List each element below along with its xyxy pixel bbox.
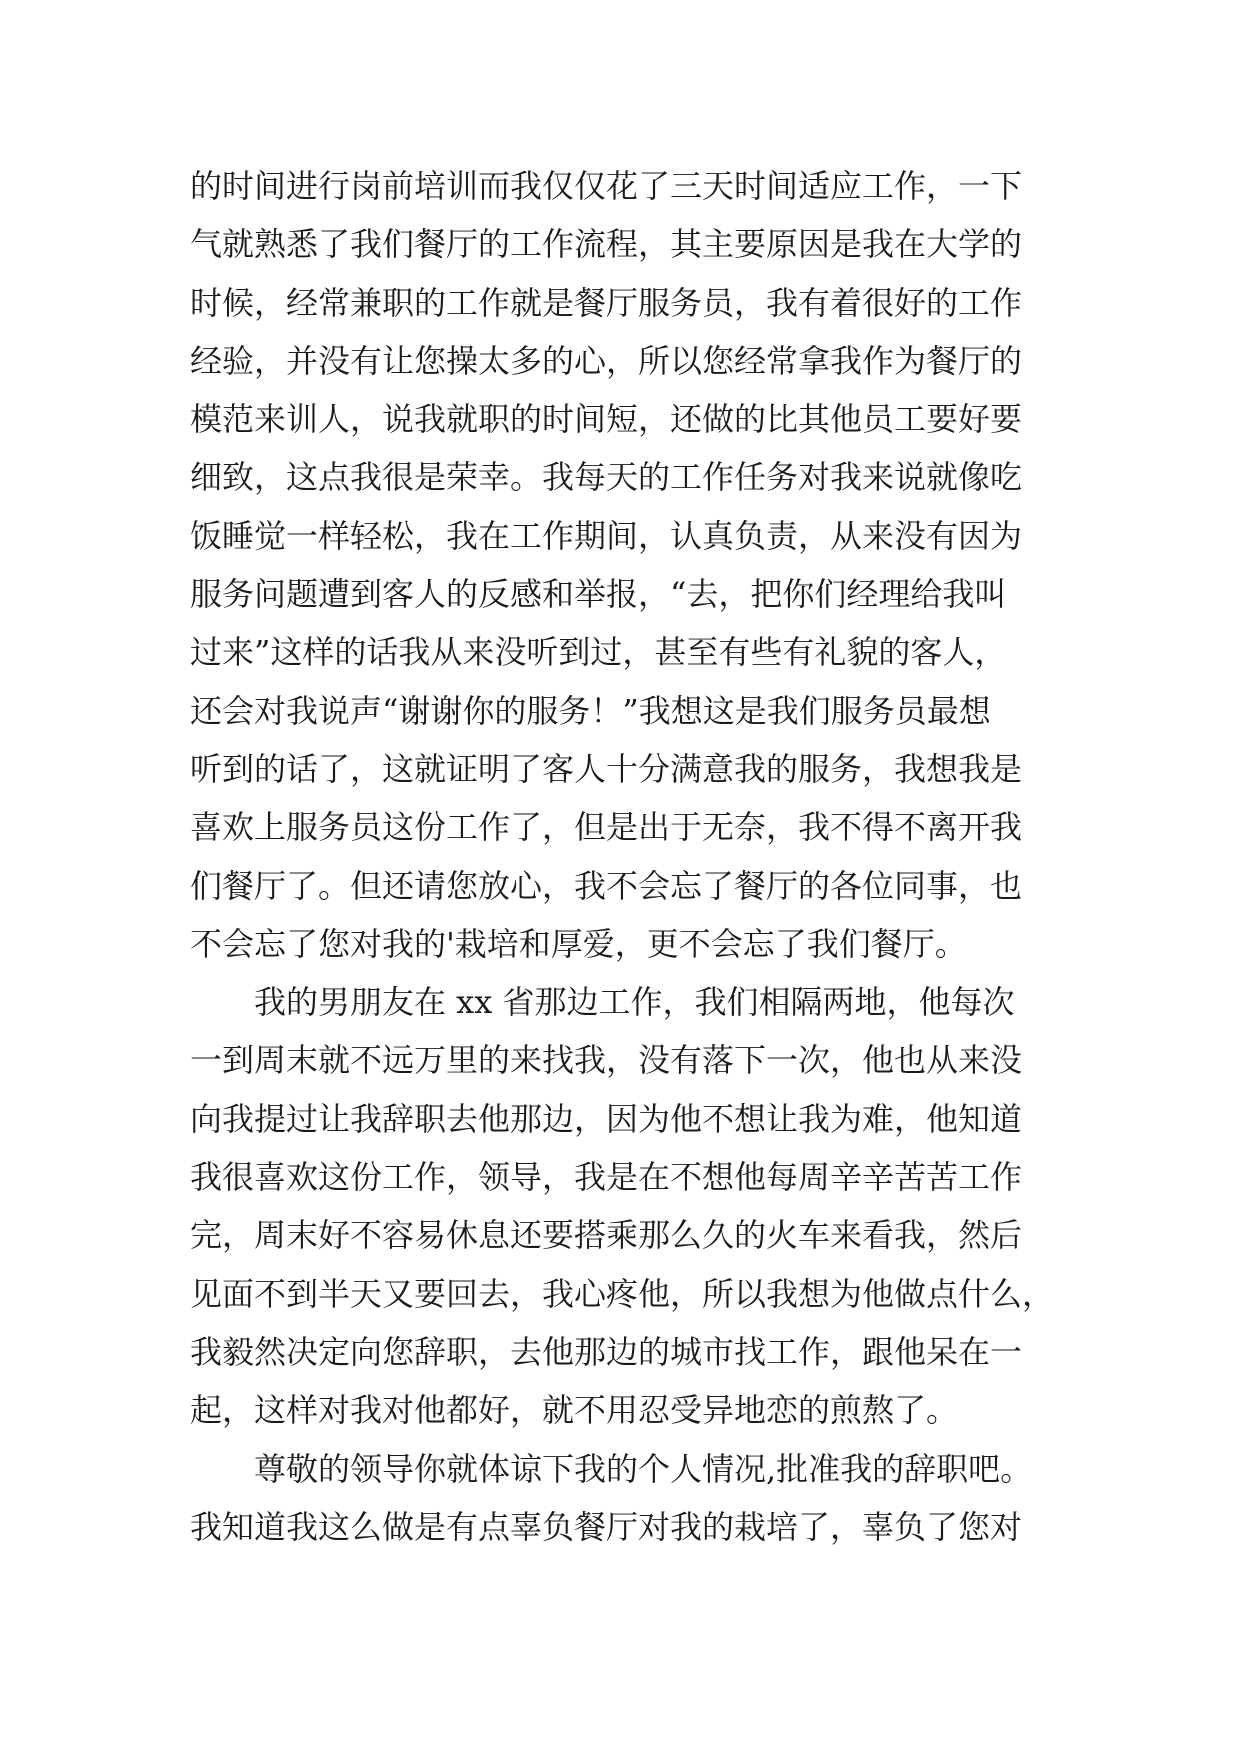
text-line: 模范来训人，说我就职的时间短，还做的比其他员工要好要 (190, 400, 1023, 439)
text-line: 细致，这点我很是荣幸。我每天的工作任务对我来说就像吃 (190, 458, 1023, 497)
text-line: 服务问题遭到客人的反感和举报，“去，把你们经理给我叫 (190, 575, 1007, 614)
text-line: 一到周末就不远万里的来找我，没有落下一次，他也从来没 (190, 1041, 1023, 1080)
paragraph-first-line: 尊敬的领导你就体谅下我的个人情况,批准我的辞职吧。 (254, 1449, 1033, 1488)
text-line: 还会对我说声“谢谢你的服务！”我想这是我们服务员最想 (190, 691, 991, 730)
text-line: 过来”这样的话我从来没听到过，甚至有些有礼貌的客人， (190, 633, 1007, 672)
text-line: 时候，经常兼职的工作就是餐厅服务员，我有着很好的工作 (190, 283, 1023, 322)
text-line: 我知道我这么做是有点辜负餐厅对我的栽培了，辜负了您对 (190, 1507, 1023, 1546)
text-line: 不会忘了您对我的'栽培和厚爱，更不会忘了我们餐厅。 (190, 924, 967, 963)
text-line: 喜欢上服务员这份工作了，但是出于无奈，我不得不离开我 (190, 808, 1023, 847)
text-line: 气就熟悉了我们餐厅的工作流程，其主要原因是我在大学的 (190, 225, 1023, 264)
text-line: 我很喜欢这份工作，领导，我是在不想他每周辛辛苦苦工作 (190, 1158, 1023, 1197)
text-line: 完，周末好不容易休息还要搭乘那么久的火车来看我，然后 (190, 1216, 1023, 1255)
text-line: 见面不到半天又要回去，我心疼他，所以我想为他做点什么， (190, 1274, 1055, 1313)
text-line: 起，这样对我对他都好，就不用忍受异地恋的煎熬了。 (190, 1391, 959, 1430)
text-line: 的时间进行岗前培训而我仅仅花了三天时间适应工作，一下 (190, 167, 1023, 205)
text-line: 饭睡觉一样轻松，我在工作期间，认真负责，从来没有因为 (190, 516, 1023, 555)
text-line: 向我提过让我辞职去他那边，因为他不想让我为难，他知道 (190, 1099, 1023, 1138)
text-line: 们餐厅了。但还请您放心，我不会忘了餐厅的各位同事，也 (190, 866, 1023, 905)
text-line: 经验，并没有让您操太多的心，所以您经常拿我作为餐厅的 (190, 341, 1023, 380)
body-text (190, 157, 1070, 1556)
text-line: 听到的话了，这就证明了客人十分满意我的服务，我想我是 (190, 749, 1023, 788)
text-line: 我毅然决定向您辞职，去他那边的城市找工作，跟他呆在一 (190, 1332, 1023, 1371)
paragraph-first-line: 我的男朋友在 xx 省那边工作，我们相隔两地，他每次 (254, 983, 1015, 1022)
